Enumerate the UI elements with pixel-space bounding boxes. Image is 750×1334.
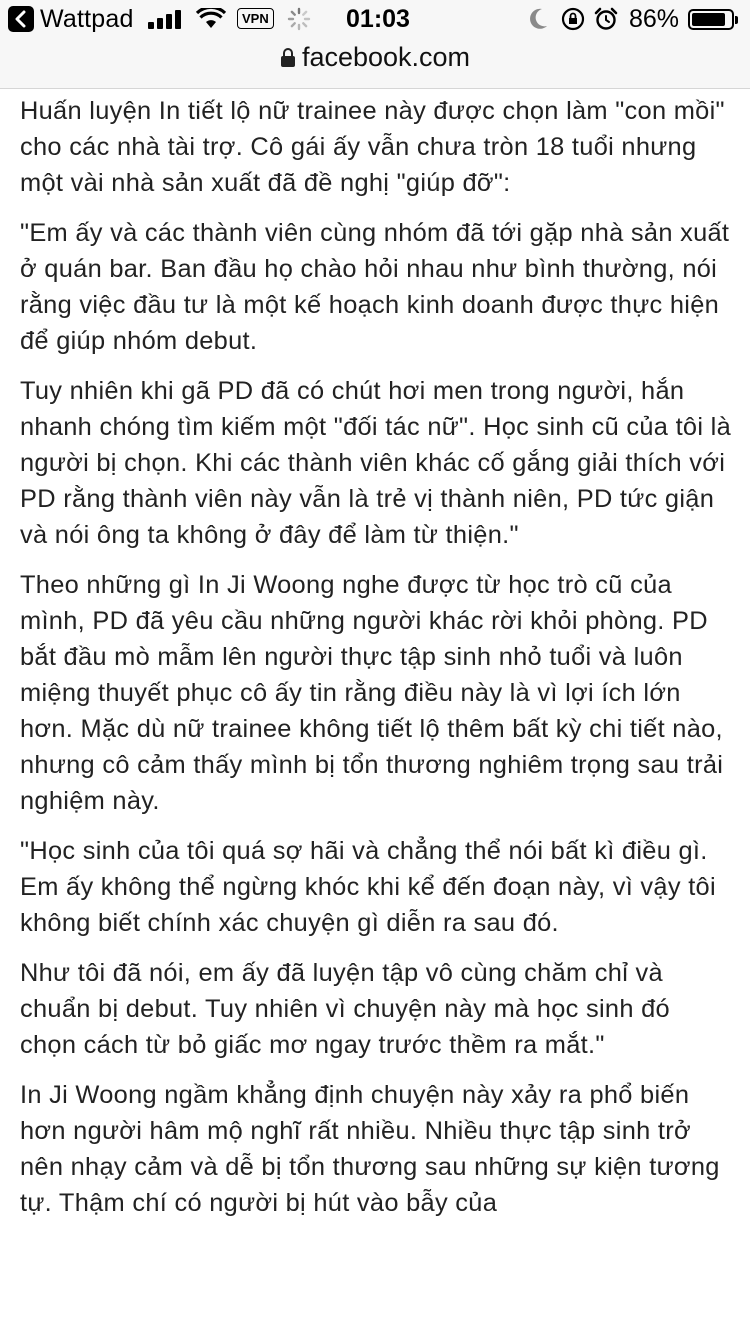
vpn-badge: VPN <box>237 8 274 29</box>
article-paragraph: "Học sinh của tôi quá sợ hãi và chẳng thể nói bất kì điều gì. Em ấy không thể ngừng khóc khi kể đến đoạn này, vì vậy tôi không biết chính xác chuyện gì diễn ra sau đó. <box>20 837 716 937</box>
status-time: 01:03 <box>346 5 410 33</box>
do-not-disturb-moon-icon <box>527 7 549 31</box>
article-paragraph: "Em ấy và các thành viên cùng nhóm đã tới gặp nhà sản xuất ở quán bar. Ban đầu họ chào hỏi nhau như bình thường, nói rằng việc đầu tư là một kế hoạch kinh doanh được thực hiện để giúp nhóm debut. <box>20 219 730 355</box>
battery-icon <box>688 9 734 30</box>
address-bar[interactable] <box>0 42 750 74</box>
article-paragraph: Như tôi đã nói, em ấy đã luyện tập vô cùng chăm chỉ và chuẩn bị debut. Tuy nhiên vì chuyện này mà học sinh đó chọn cách từ bỏ giấc mơ ngay trước thềm ra mắt." <box>20 959 670 1059</box>
status-bar <box>0 0 750 40</box>
browser-top-bar <box>0 0 750 89</box>
article-paragraph: In Ji Woong ngầm khẳng định chuyện này xảy ra phổ biến hơn người hâm mộ nghĩ rất nhiều. Nhiều thực tập sinh trở nên nhạy cảm và dễ bị tổn thương sau những sự kiện tương tự. Thậm chí có người bị hút vào bẫy của <box>20 1081 720 1217</box>
article-paragraph: Tuy nhiên khi gã PD đã có chút hơi men trong người, hắn nhanh chóng tìm kiếm một "đối tác nữ". Học sinh cũ của tôi là người bị chọn. Khi các thành viên khác cố gắng giải thích với PD rằng thành viên này vẫn là trẻ vị thành niên, PD tức giận và nói ông ta không ở đây để làm từ thiện." <box>20 377 731 549</box>
url-domain[interactable]: facebook.com <box>301 42 471 72</box>
article-body <box>20 93 732 1235</box>
battery-percentage: 86% <box>629 5 680 33</box>
orientation-lock-icon <box>561 7 585 31</box>
secure-lock-icon <box>280 47 296 68</box>
back-to-app-label[interactable]: Wattpad <box>40 5 134 33</box>
alarm-clock-icon <box>594 7 618 31</box>
article-paragraph: Huấn luyện In tiết lộ nữ trainee này được chọn làm "con mồi" cho các nhà tài trợ. Cô gái ấy vẫn chưa tròn 18 tuổi nhưng một vài nhà sản xuất đã đề nghị "giúp đỡ": <box>20 97 725 197</box>
article-paragraph: Theo những gì In Ji Woong nghe được từ học trò cũ của mình, PD đã yêu cầu những người khác rời khỏi phòng. PD bắt đầu mò mẫm lên người thực tập sinh nhỏ tuổi và luôn miệng thuyết phục cô ấy tin rằng điều này là vì lợi ích lớn hơn. Mặc dù nữ trainee không tiết lộ thêm bất kỳ chi tiết nào, nhưng cô cảm thấy mình bị tổn thương nghiêm trọng sau trải nghiệm này. <box>20 571 724 815</box>
